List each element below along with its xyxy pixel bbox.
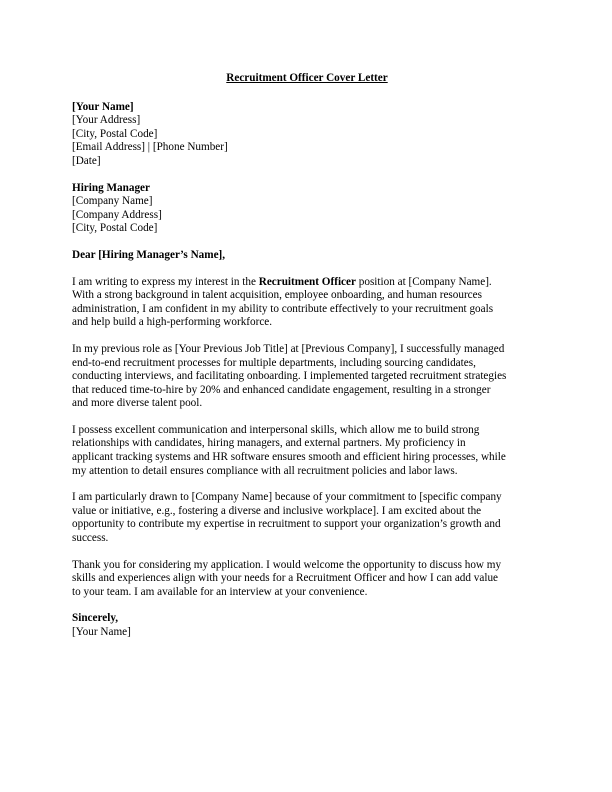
paragraph-line: applicant tracking systems and HR software ensures smooth and efficient hiring processes, while <box>72 451 506 464</box>
position-title: Recruitment Officer <box>258 275 356 288</box>
paragraph-line: In my previous role as [Your Previous Job Title] at [Previous Company], I successfully managed <box>72 342 505 355</box>
sender-date: [Date] <box>72 154 101 167</box>
recipient-company: [Company Name] <box>72 195 153 208</box>
text-run: I am writing to express my interest in the <box>72 275 259 288</box>
paragraph-line: With a strong background in talent acquisition, employee onboarding, and human resources <box>72 289 482 302</box>
paragraph-line: opportunity to contribute my expertise in recruitment to support your organization’s growth and <box>72 518 501 531</box>
paragraph-line: administration, I am confident in my ability to contribute effectively to your recruitment goals <box>72 302 494 315</box>
sender-contact: [Email Address] | [Phone Number] <box>72 141 228 154</box>
page-title: Recruitment Officer Cover Letter <box>226 72 388 84</box>
paragraph-line: and help build a high-performing workforce. <box>72 316 273 329</box>
letter-page <box>72 72 542 653</box>
signature-name: [Your Name] <box>72 626 131 638</box>
sender-city: [City, Postal Code] <box>72 127 158 140</box>
paragraph-line: and more diverse talent pool. <box>72 397 203 410</box>
text-run: position at [Company Name]. <box>355 275 492 288</box>
paragraph-line: end-to-end recruitment processes for multiple departments, including sourcing candidates, <box>72 356 476 369</box>
paragraph-line: relationships with candidates, hiring managers, and external partners. My proficiency in <box>72 437 466 450</box>
recipient-city: [City, Postal Code] <box>72 222 158 235</box>
valediction: Sincerely, <box>72 612 119 625</box>
paragraph-2 <box>72 343 542 411</box>
recipient-address: [Company Address] <box>72 208 162 221</box>
paragraph-line: I possess excellent communication and interpersonal skills, which allow me to build strong <box>72 423 480 436</box>
recipient-block <box>72 182 542 236</box>
paragraph-line: that reduced time-to-hire by 20% and enhanced candidate engagement, resulting in a stronger <box>72 383 491 396</box>
paragraph-line: value or initiative, e.g., fostering a diverse and inclusive workplace]. I am excited about the <box>72 504 482 517</box>
paragraph-line: conducting interviews, and facilitating onboarding. I implemented targeted recruitment strategies <box>72 370 507 383</box>
paragraph-line: I am particularly drawn to [Company Name] because of your commitment to [specific company <box>72 491 502 504</box>
paragraph-1 <box>72 276 542 330</box>
paragraph-line <box>72 276 542 290</box>
paragraph-5 <box>72 559 542 600</box>
closing-block <box>72 612 542 639</box>
recipient-title: Hiring Manager <box>72 181 150 194</box>
sender-name: [Your Name] <box>72 100 134 113</box>
paragraph-line: my attention to detail ensures compliance with all recruitment policies and labor laws. <box>72 464 458 477</box>
paragraph-4 <box>72 491 542 545</box>
paragraph-line: Thank you for considering my application. I would welcome the opportunity to discuss how my <box>72 558 502 571</box>
paragraph-line: to your team. I am available for an interview at your convenience. <box>72 585 368 598</box>
paragraph-3 <box>72 424 542 478</box>
sender-address: [Your Address] <box>72 114 141 127</box>
sender-block <box>72 101 542 169</box>
paragraph-line: success. <box>72 532 109 545</box>
salutation: Dear [Hiring Manager’s Name], <box>72 248 226 261</box>
paragraph-line: skills and experiences align with your needs for a Recruitment Officer and how I can add value <box>72 572 499 585</box>
